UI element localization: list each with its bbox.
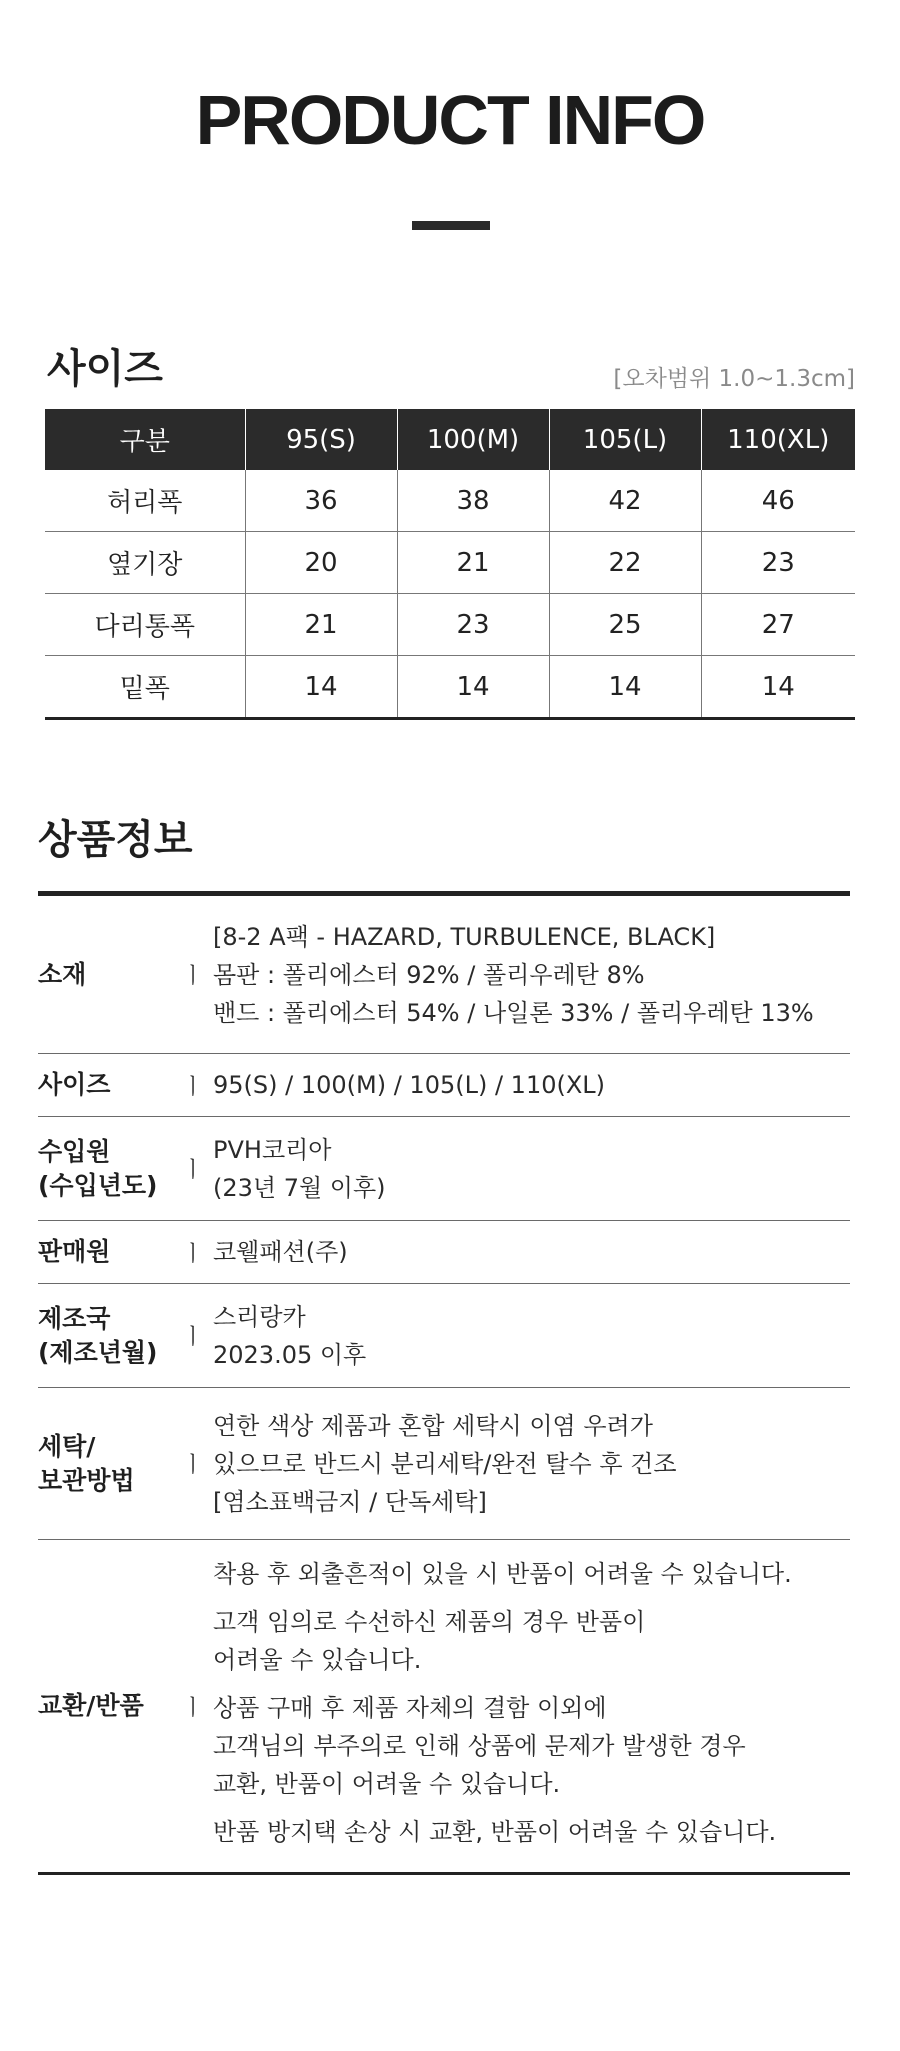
return-policy-paragraph bbox=[213, 1603, 850, 1679]
info-value bbox=[213, 1233, 850, 1271]
info-label: 제조국 (제조년월) bbox=[38, 1303, 158, 1367]
table-cell: 14 bbox=[397, 656, 549, 719]
header-cell: 100(M) bbox=[397, 409, 549, 470]
value-line: 착용 후 외출흔적이 있을 시 반품이 어려울 수 있습니다. bbox=[213, 1560, 792, 1588]
table-cell: 14 bbox=[549, 656, 701, 719]
value-line: 반품 방지택 손상 시 교환, 반품이 어려울 수 있습니다. bbox=[213, 1818, 777, 1846]
separator: ㅣ bbox=[182, 1453, 204, 1478]
value-line: 교환, 반품이 어려울 수 있습니다. bbox=[213, 1770, 561, 1798]
value-line: 상품 구매 후 제품 자체의 결함 이외에 bbox=[213, 1694, 607, 1722]
value-line: 2023.05 이후 bbox=[213, 1340, 367, 1369]
info-value bbox=[213, 1551, 850, 1861]
row-label: 옆기장 bbox=[45, 532, 245, 594]
page-title: PRODUCT INFO bbox=[195, 81, 705, 159]
table-cell: 23 bbox=[397, 594, 549, 656]
table-row bbox=[45, 470, 855, 532]
separator: ㅣ bbox=[182, 1325, 204, 1350]
info-value bbox=[213, 1407, 850, 1521]
info-value bbox=[213, 1298, 850, 1374]
info-value bbox=[213, 1066, 850, 1104]
return-policy-paragraph bbox=[213, 1555, 850, 1593]
row-label: 밑폭 bbox=[45, 656, 245, 719]
value-line: 몸판 : 폴리에스터 92% / 폴리우레탄 8% bbox=[213, 960, 645, 989]
value-line: 고객님의 부주의로 인해 상품에 문제가 발생한 경우 bbox=[213, 1732, 746, 1760]
separator: ㅣ bbox=[182, 1158, 204, 1183]
table-cell: 46 bbox=[701, 470, 855, 532]
info-row-care bbox=[38, 1388, 850, 1540]
size-table-header bbox=[45, 409, 855, 470]
table-row bbox=[45, 594, 855, 656]
info-value bbox=[213, 918, 850, 1032]
table-cell: 14 bbox=[245, 656, 397, 719]
info-row-origin bbox=[38, 1284, 850, 1388]
info-label: 수입원 (수입년도) bbox=[38, 1136, 158, 1200]
info-label: 세탁/ 보관방법 bbox=[38, 1431, 135, 1495]
value-line: 고객 임의로 수선하신 제품의 경우 반품이 bbox=[213, 1608, 646, 1636]
value-line: 95(S) / 100(M) / 105(L) / 110(XL) bbox=[213, 1071, 606, 1099]
value-line: 밴드 : 폴리에스터 54% / 나일론 33% / 폴리우레탄 13% bbox=[213, 998, 814, 1027]
header-cell: 110(XL) bbox=[701, 409, 855, 470]
table-cell: 23 bbox=[701, 532, 855, 594]
info-row-seller bbox=[38, 1221, 850, 1284]
table-row bbox=[45, 532, 855, 594]
table-cell: 20 bbox=[245, 532, 397, 594]
info-label: 소재 bbox=[38, 959, 87, 989]
header-cell: 구분 bbox=[45, 409, 245, 470]
size-tolerance-note: [오차범위 1.0~1.3cm] bbox=[613, 366, 855, 392]
separator: ㅣ bbox=[182, 1695, 204, 1721]
table-cell: 21 bbox=[245, 594, 397, 656]
value-line: 코웰패션(주) bbox=[213, 1238, 348, 1266]
table-cell: 14 bbox=[701, 656, 855, 719]
table-cell: 27 bbox=[701, 594, 855, 656]
separator: ㅣ bbox=[182, 964, 204, 989]
size-table bbox=[45, 409, 855, 720]
value-line: [염소표백금지 / 단독세탁] bbox=[213, 1487, 487, 1516]
info-value bbox=[213, 1131, 850, 1207]
separator: ㅣ bbox=[182, 1241, 204, 1267]
value-line: 어려울 수 있습니다. bbox=[213, 1646, 422, 1674]
info-label: 사이즈 bbox=[38, 1070, 111, 1099]
info-row-returns bbox=[38, 1540, 850, 1875]
size-section-heading: 사이즈 bbox=[47, 346, 163, 392]
info-label: 판매원 bbox=[38, 1237, 111, 1266]
header-cell: 95(S) bbox=[245, 409, 397, 470]
row-label: 다리통폭 bbox=[45, 594, 245, 656]
value-line: PVH코리아 bbox=[213, 1135, 332, 1164]
info-row-size bbox=[38, 1054, 850, 1117]
table-cell: 42 bbox=[549, 470, 701, 532]
return-policy-paragraph bbox=[213, 1813, 850, 1851]
table-cell: 38 bbox=[397, 470, 549, 532]
row-label: 허리폭 bbox=[45, 470, 245, 532]
table-row bbox=[45, 656, 855, 719]
table-cell: 36 bbox=[245, 470, 397, 532]
value-line: [8-2 A팩 - HAZARD, TURBULENCE, BLACK] bbox=[213, 922, 716, 951]
product-info-heading: 상품정보 bbox=[38, 817, 193, 863]
return-policy-paragraph bbox=[213, 1689, 850, 1803]
info-row-importer bbox=[38, 1117, 850, 1221]
table-cell: 22 bbox=[549, 532, 701, 594]
info-row-material bbox=[38, 896, 850, 1054]
value-line: 연한 색상 제품과 혼합 세탁시 이염 우려가 bbox=[213, 1411, 653, 1440]
title-divider bbox=[412, 221, 490, 230]
table-cell: 25 bbox=[549, 594, 701, 656]
separator: ㅣ bbox=[182, 1074, 204, 1100]
table-cell: 21 bbox=[397, 532, 549, 594]
header-cell: 105(L) bbox=[549, 409, 701, 470]
value-line: 있으므로 반드시 분리세탁/완전 탈수 후 건조 bbox=[213, 1449, 677, 1478]
info-label: 교환/반품 bbox=[38, 1691, 144, 1720]
value-line: (23년 7월 이후) bbox=[213, 1173, 386, 1202]
value-line: 스리랑카 bbox=[213, 1302, 306, 1331]
